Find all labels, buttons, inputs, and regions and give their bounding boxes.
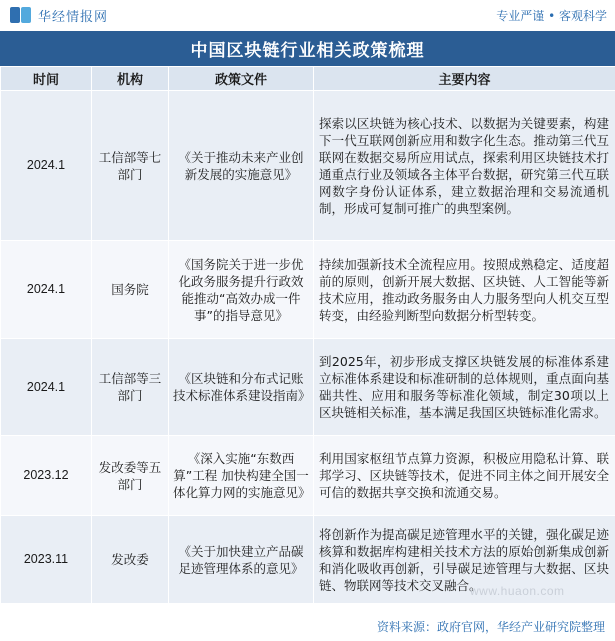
cell-org: 国务院 xyxy=(92,241,169,339)
cell-time: 2024.1 xyxy=(1,91,92,241)
watermark: www.huaon.com xyxy=(470,584,565,598)
table-header-row xyxy=(1,67,615,91)
cell-doc: 《区块链和分布式记账技术标准体系建设指南》 xyxy=(169,339,314,436)
brand xyxy=(10,5,108,25)
cell-content: 将创新作为提高碳足迹管理水平的关键，强化碳足迹核算和数据库构建相关技术方法的原始创新集成创新和消化吸收再创新，引导碳足迹管理与大数据、区块链、物联网等技术交叉融合。 xyxy=(314,516,615,604)
cell-content: 探索以区块链为核心技术、以数据为关键要素，构建下一代互联网创新应用和数字化生态。推动第三代互联网在数据交易所应用试点，探索利用区块链技术打通重点行业及领域各主体平台数据，研究第三代互联网数字身份认证体系，建立数据治理和交易流通机制，形成可复制可推广的典型案例。 xyxy=(314,91,615,241)
header-org: 机构 xyxy=(92,67,169,91)
cell-time: 2024.1 xyxy=(1,339,92,436)
table-row xyxy=(1,91,615,241)
cell-doc: 《国务院关于进一步优化政务服务提升行政效能推动“高效办成一件事”的指导意见》 xyxy=(169,241,314,339)
logo-right-block xyxy=(21,7,31,23)
cell-doc: 《关于推动未来产业创新发展的实施意见》 xyxy=(169,91,314,241)
cell-doc: 《关于加快建立产品碳足迹管理体系的意见》 xyxy=(169,516,314,604)
cell-org: 发改委等五部门 xyxy=(92,436,169,516)
brand-bar xyxy=(0,0,615,30)
cell-org: 工信部等三部门 xyxy=(92,339,169,436)
cell-time: 2023.12 xyxy=(1,436,92,516)
logo-left-block xyxy=(10,7,20,23)
table-row xyxy=(1,339,615,436)
cell-doc: 《深入实施“东数西算”工程 加快构建全国一体化算力网的实施意见》 xyxy=(169,436,314,516)
header-doc: 政策文件 xyxy=(169,67,314,91)
header-content: 主要内容 xyxy=(314,67,615,91)
brand-slogan: 专业严谨 • 客观科学 xyxy=(496,8,607,23)
footer xyxy=(0,612,615,641)
cell-time: 2024.1 xyxy=(1,241,92,339)
table-row xyxy=(1,241,615,339)
policy-table xyxy=(0,66,615,604)
cell-org: 发改委 xyxy=(92,516,169,604)
page-title: 中国区块链行业相关政策梳理 xyxy=(190,41,425,61)
title-band xyxy=(0,31,615,66)
brand-name: 华经情报网 xyxy=(38,9,109,25)
source-note: 资料来源：政府官网，华经产业研究院整理 xyxy=(376,620,605,634)
cell-content: 持续加强新技术全流程应用。按照成熟稳定、适度超前的原则，创新开展大数据、区块链、人工智能等新技术应用，推动政务服务由人力服务型向人机交互型转变，由经验判断型向数据分析型转变。 xyxy=(314,241,615,339)
table-row xyxy=(1,436,615,516)
cell-time: 2023.11 xyxy=(1,516,92,604)
cell-org: 工信部等七部门 xyxy=(92,91,169,241)
cell-content: 利用国家枢纽节点算力资源，积极应用隐私计算、联邦学习、区块链等技术，促进不同主体之间开展安全可信的数据共享交换和流通交易。 xyxy=(314,436,615,516)
cell-content: 到2025年，初步形成支撑区块链发展的标准体系建立标准体系建设和标准研制的总体规则，重点面向基础共性、应用和服务等标准化领域，制定30项以上区块链相关标准，基本满足我国区块链标准化需求。 xyxy=(314,339,615,436)
header-time: 时间 xyxy=(1,67,92,91)
huajing-logo-icon xyxy=(10,5,32,25)
